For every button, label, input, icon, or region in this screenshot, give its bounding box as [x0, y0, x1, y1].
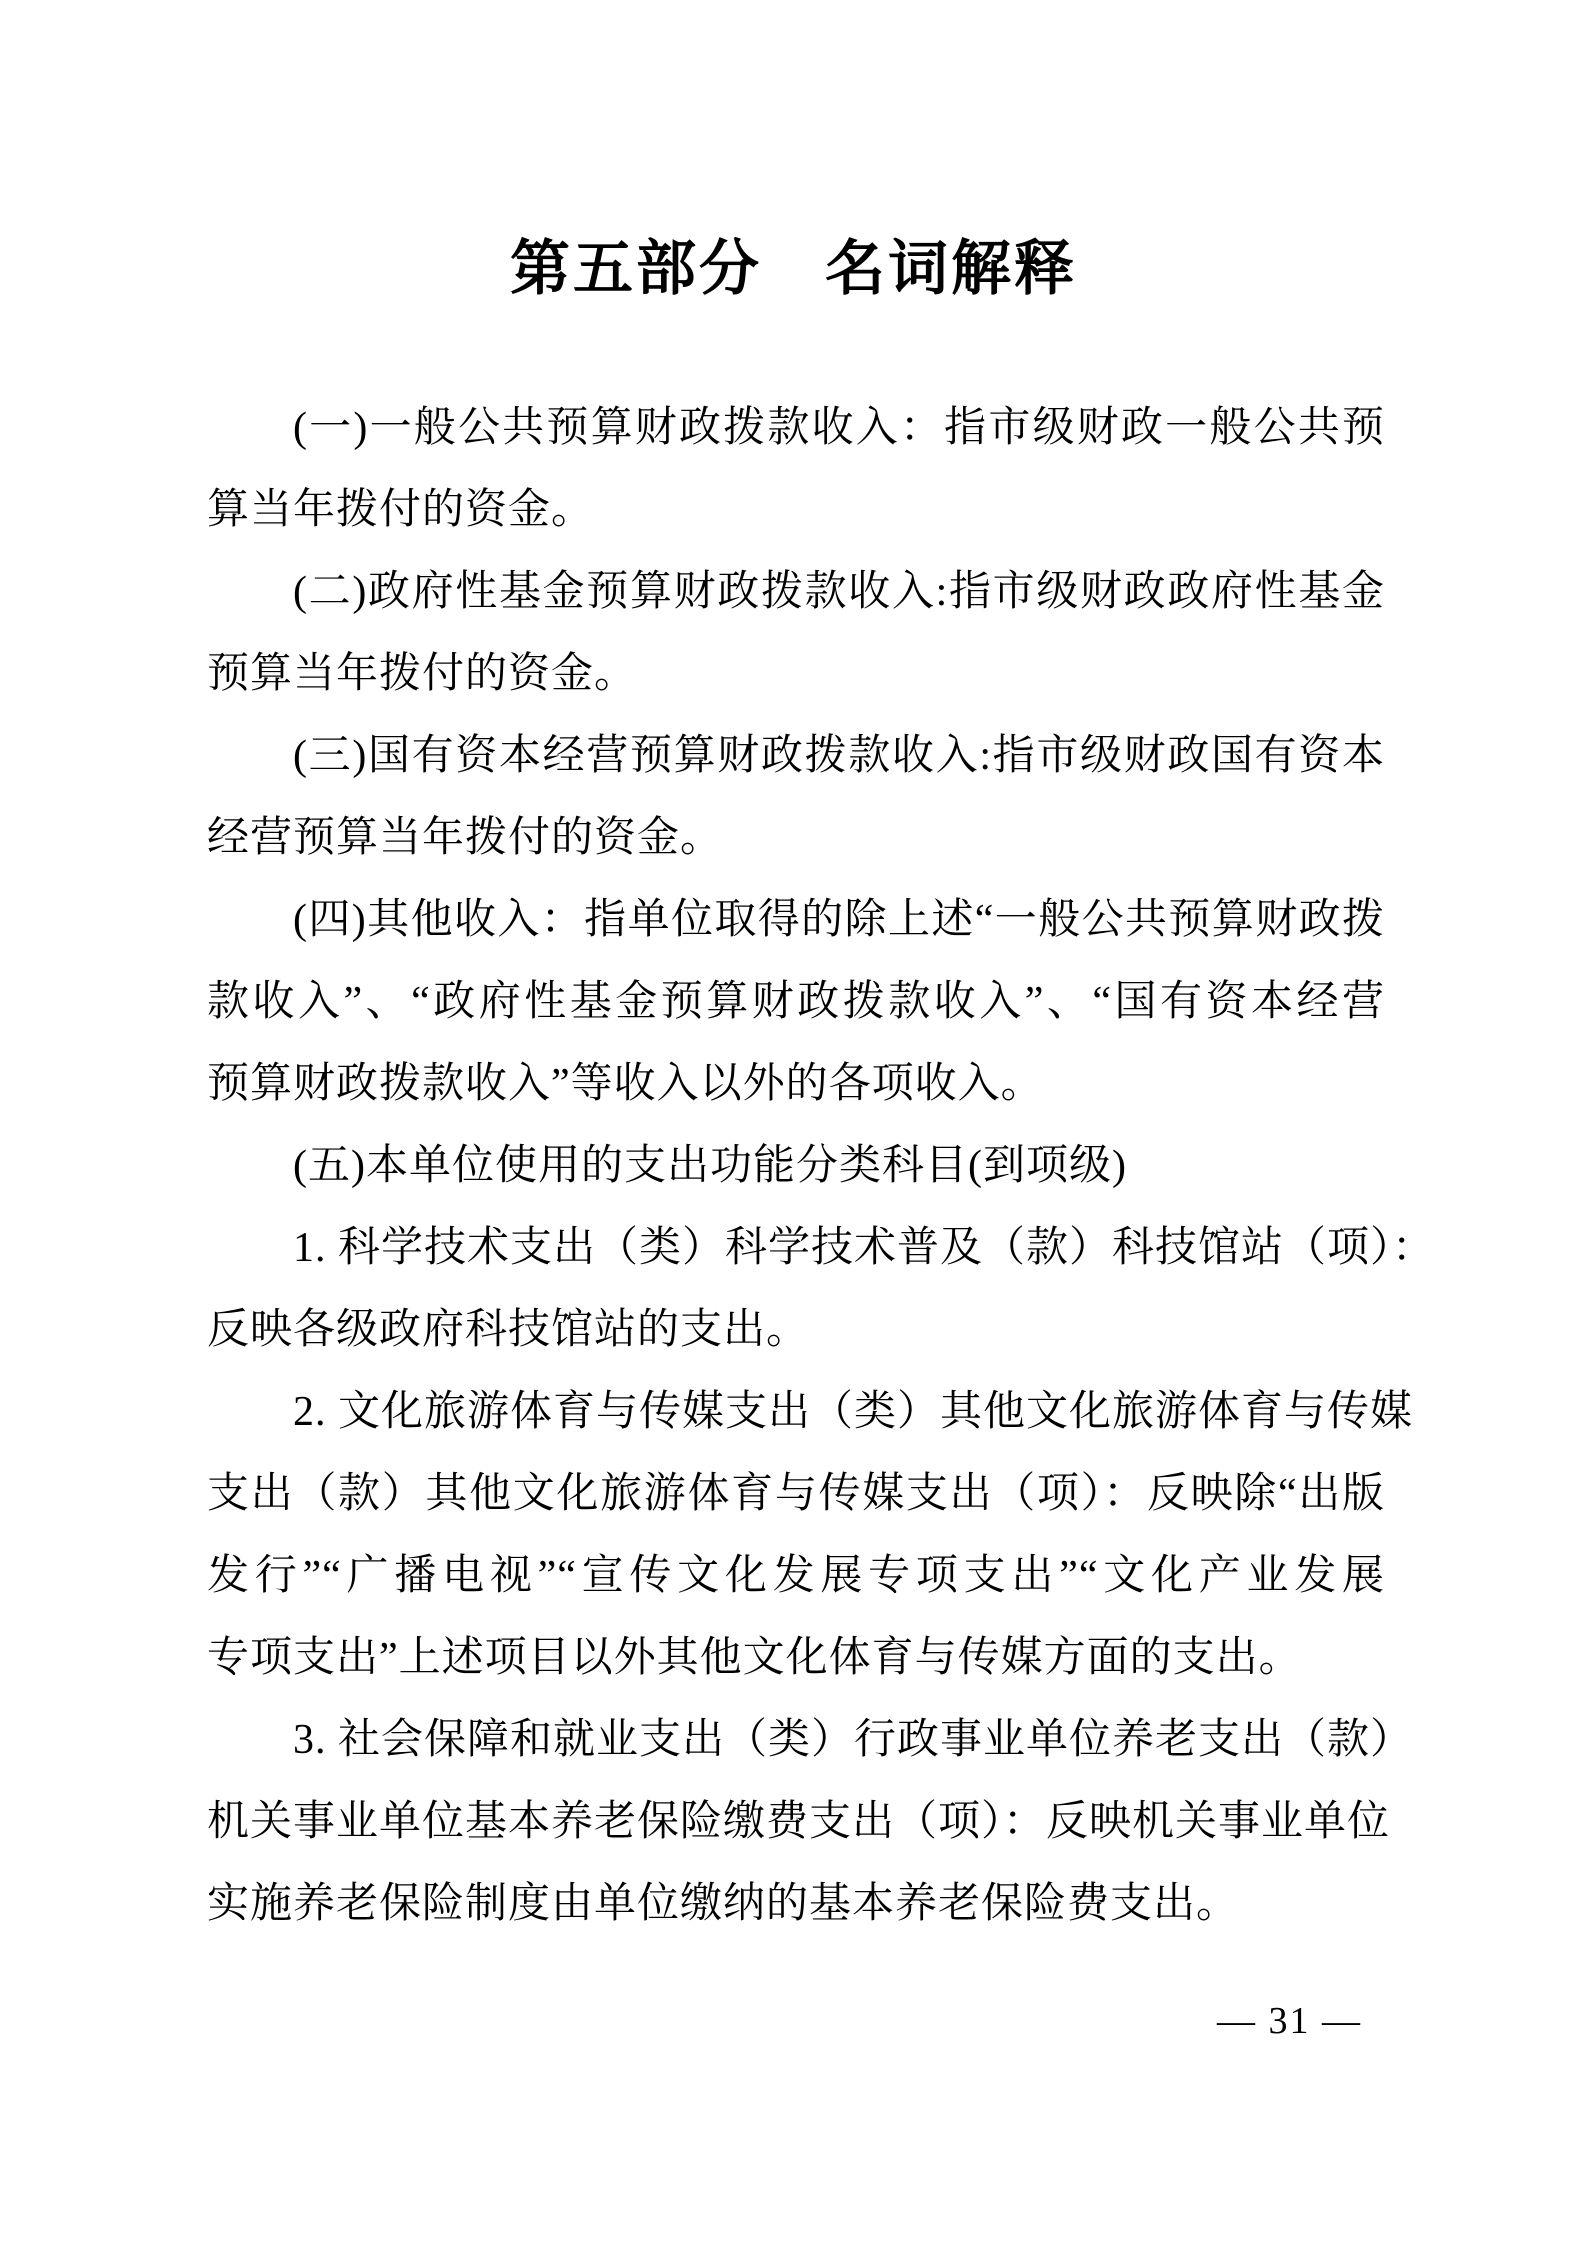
text-line: 经营预算当年拨付的资金。 — [207, 815, 724, 861]
text-line: 专项支出”上述项目以外其他文化体育与传媒方面的支出。 — [207, 1635, 1302, 1681]
text-line: (四)其他收入：指单位取得的除上述“一般公共预算财政拨 — [293, 897, 1385, 943]
text-line: 实施养老保险制度由单位缴纳的基本养老保险费支出。 — [207, 1881, 1240, 1927]
text-line: 发行”“广播电视”“宣传文化发展专项支出”“文化产业发展 — [207, 1553, 1385, 1599]
text-line: 反映各级政府科技馆站的支出。 — [207, 1307, 810, 1353]
text-line: 算当年拨付的资金。 — [207, 487, 595, 533]
text-line: 款收入”、“政府性基金预算财政拨款收入”、“国有资本经营 — [207, 979, 1385, 1025]
text-line: 预算当年拨付的资金。 — [207, 651, 638, 697]
text-line: 2. 文化旅游体育与传媒支出（类）其他文化旅游体育与传媒 — [293, 1389, 1414, 1435]
text-line: 3. 社会保障和就业支出（类）行政事业单位养老支出（款） — [293, 1717, 1414, 1763]
text-line: (三)国有资本经营预算财政拨款收入:指市级财政国有资本 — [293, 733, 1385, 779]
text-line: 支出（款）其他文化旅游体育与传媒支出（项）：反映除“出版 — [207, 1471, 1385, 1517]
text-line: (二)政府性基金预算财政拨款收入:指市级财政政府性基金 — [293, 569, 1385, 615]
page-number: — 31 — — [1217, 2000, 1362, 2042]
text-line: 机关事业单位基本养老保险缴费支出（项）：反映机关事业单位 — [207, 1799, 1391, 1845]
document-body — [207, 387, 1436, 1945]
text-line: (五)本单位使用的支出功能分类科目(到项级) — [293, 1143, 1127, 1189]
text-line: 预算财政拨款收入”等收入以外的各项收入。 — [207, 1061, 1044, 1107]
text-line: 1. 科学技术支出（类）科学技术普及（款）科技馆站（项）： — [293, 1225, 1436, 1271]
page-title: 第五部分 名词解释 — [510, 234, 1077, 304]
text-line: (一)一般公共预算财政拨款收入：指市级财政一般公共预 — [293, 405, 1385, 451]
